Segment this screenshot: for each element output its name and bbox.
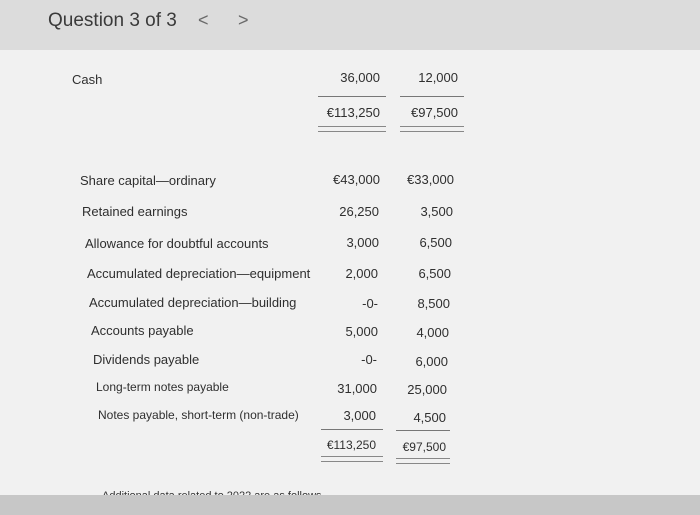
assets-total-2022: €113,250 xyxy=(326,105,380,120)
list-item-value-2021: 4,000 xyxy=(416,325,449,340)
cash-2021: 12,000 xyxy=(418,70,458,85)
list-item-label: Accounts payable xyxy=(91,323,194,338)
list-item-label: Accumulated depreciation—building xyxy=(89,295,297,310)
cash-2022: 36,000 xyxy=(340,70,380,85)
list-item-label: Long-term notes payable xyxy=(96,380,229,394)
liabilities-total-2022: €113,250 xyxy=(326,438,376,452)
subtotal-rule xyxy=(400,96,464,97)
list-item-value-2022: 2,000 xyxy=(345,266,378,281)
list-item-value-2021: 6,000 xyxy=(415,354,448,369)
question-title: Question 3 of 3 xyxy=(48,10,177,31)
bottom-edge xyxy=(0,495,700,515)
list-item-value-2021: 6,500 xyxy=(418,266,451,281)
question-content xyxy=(0,50,700,495)
list-item-value-2022: €43,000 xyxy=(333,172,380,187)
list-item-value-2021: 4,500 xyxy=(413,410,446,425)
chevron-left-icon[interactable]: < xyxy=(198,10,209,30)
list-item-value-2021: 8,500 xyxy=(417,296,450,311)
total-double-rule xyxy=(321,456,383,462)
list-item-value-2021: 3,500 xyxy=(420,204,453,219)
list-item-label: Share capital—ordinary xyxy=(80,173,216,188)
list-item-value-2021: 25,000 xyxy=(407,382,447,397)
list-item-value-2022: 31,000 xyxy=(337,381,377,396)
list-item-value-2022: -0- xyxy=(361,352,377,367)
question-header xyxy=(0,0,700,51)
list-item-value-2021: 6,500 xyxy=(419,235,452,250)
subtotal-rule xyxy=(396,430,450,431)
chevron-right-icon[interactable]: > xyxy=(238,10,249,30)
list-item-value-2022: 3,000 xyxy=(343,408,376,423)
list-item-label: Allowance for doubtful accounts xyxy=(85,236,269,251)
total-double-rule xyxy=(400,126,464,132)
list-item-label: Retained earnings xyxy=(82,204,188,219)
list-item-value-2022: -0- xyxy=(362,296,378,311)
list-item-value-2021: €33,000 xyxy=(407,172,454,187)
assets-total-2021: €97,500 xyxy=(411,105,458,120)
list-item-value-2022: 5,000 xyxy=(345,324,378,339)
total-double-rule xyxy=(396,458,450,464)
list-item-value-2022: 26,250 xyxy=(339,204,379,219)
subtotal-rule xyxy=(318,96,386,97)
cash-label: Cash xyxy=(72,72,103,87)
liabilities-total-2021: €97,500 xyxy=(402,440,446,454)
list-item-label: Dividends payable xyxy=(93,352,200,367)
total-double-rule xyxy=(318,126,386,132)
subtotal-rule xyxy=(321,429,383,430)
list-item-label: Accumulated depreciation—equipment xyxy=(87,266,311,281)
list-item-value-2022: 3,000 xyxy=(346,235,379,250)
list-item-label: Notes payable, short-term (non-trade) xyxy=(98,408,299,422)
